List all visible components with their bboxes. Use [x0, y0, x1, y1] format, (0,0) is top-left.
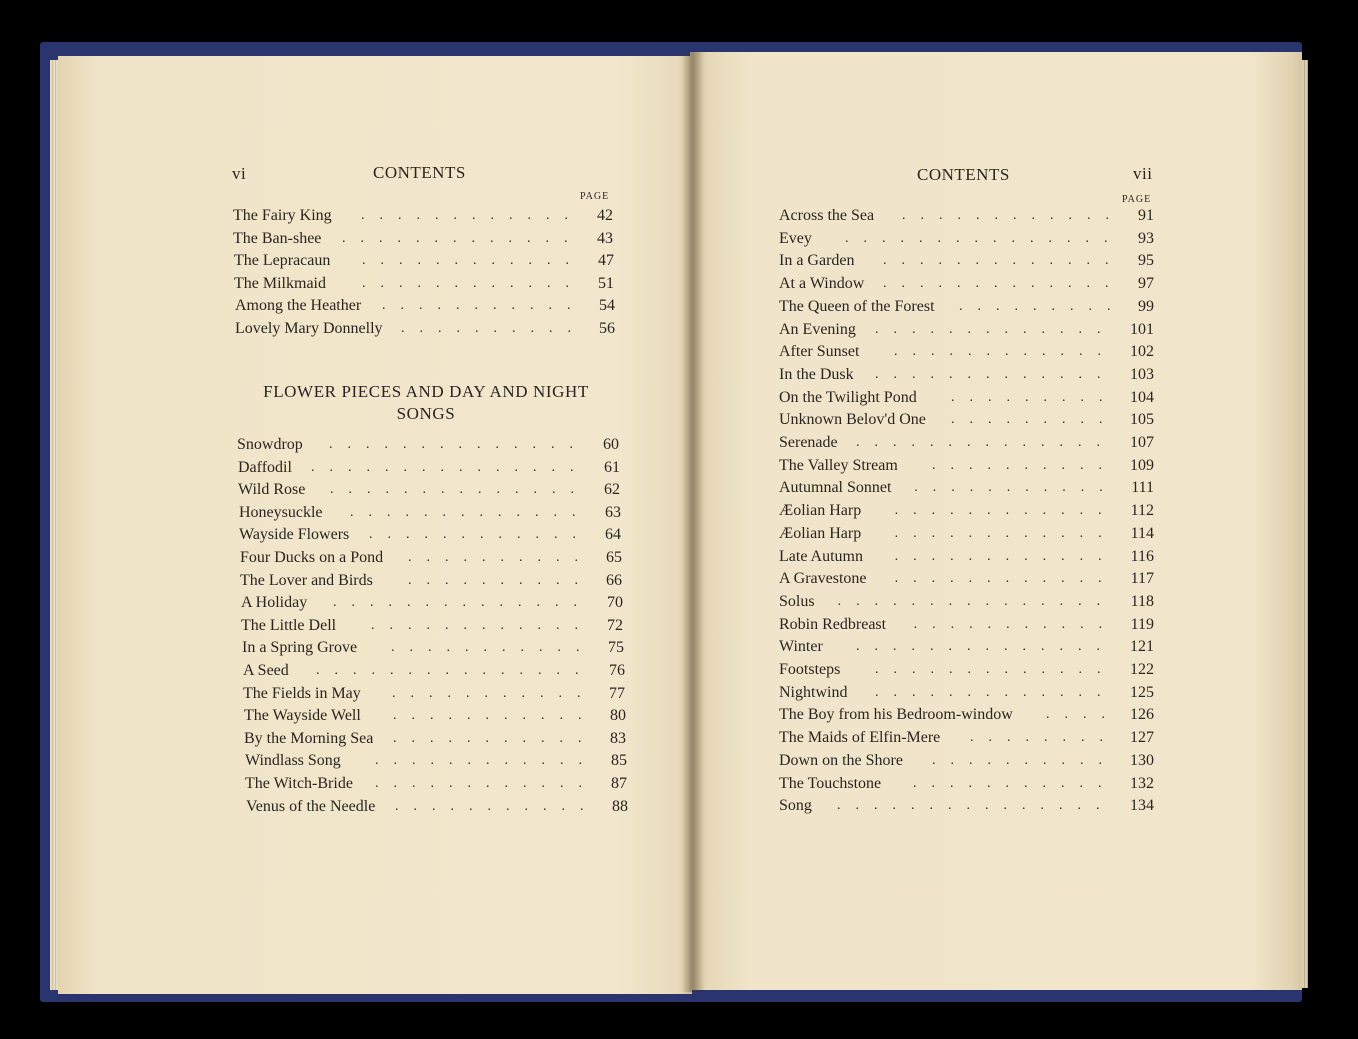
- entry-title: Unknown Belov'd One: [779, 411, 926, 429]
- entry-page-number: 107: [1130, 434, 1154, 451]
- leader-dots: ............: [894, 525, 1117, 541]
- toc-entry: [779, 364, 1154, 386]
- entry-page-number: 134: [1130, 797, 1154, 815]
- toc-entry: [241, 592, 623, 614]
- entry-page-number: 80: [610, 707, 626, 725]
- entry-title: A Holiday: [241, 594, 308, 612]
- leader-dots: ............: [894, 571, 1117, 587]
- leader-dots: ............: [362, 253, 584, 269]
- toc-entry: [779, 296, 1154, 318]
- entry-title: The Valley Stream: [779, 456, 898, 474]
- spine-gutter: [682, 52, 704, 992]
- leader-dots: .............: [883, 253, 1124, 269]
- leader-dots: ............: [375, 753, 597, 769]
- toc-entry: [779, 727, 1154, 749]
- entry-title: The Wayside Well: [244, 707, 361, 725]
- leader-dots: ...........: [913, 775, 1117, 791]
- entry-title: Venus of the Needle: [246, 797, 376, 815]
- leader-dots: ............: [375, 776, 597, 791]
- entry-title: Robin Redbreast: [779, 615, 887, 633]
- leader-dots: ...........: [392, 685, 596, 701]
- toc-entry: [244, 728, 626, 750]
- leader-dots: .............: [875, 321, 1116, 337]
- leader-dots: ...........: [395, 798, 599, 814]
- entry-title: A Gravestone: [779, 570, 867, 588]
- entry-title: Wild Rose: [238, 481, 306, 499]
- leader-dots: .............: [875, 662, 1116, 677]
- toc-entry: [234, 250, 614, 272]
- entry-page-number: 91: [1138, 207, 1154, 224]
- entry-title: Nightwind: [779, 683, 848, 701]
- leader-dots: ...........: [913, 616, 1118, 632]
- leader-dots: ............: [894, 344, 1116, 360]
- toc-entry: [779, 636, 1154, 658]
- toc-entry: [779, 455, 1154, 477]
- entry-title: Æolian Harp: [779, 524, 862, 542]
- leader-dots: ..............: [333, 595, 592, 611]
- entry-page-number: 76: [609, 662, 625, 679]
- entry-page-number: 103: [1130, 365, 1154, 383]
- leader-dots: ...............: [311, 459, 589, 475]
- entry-title: In the Dusk: [779, 365, 854, 383]
- entry-title: Lovely Mary Donnelly: [235, 320, 383, 337]
- leader-dots: ............: [369, 527, 591, 543]
- entry-page-number: 102: [1130, 343, 1154, 361]
- entry-title: The Milkmaid: [234, 274, 326, 292]
- toc-entry: [779, 250, 1154, 272]
- toc-entry: [779, 682, 1154, 704]
- entry-title: Among the Heather: [235, 297, 362, 315]
- toc-entry: [233, 228, 613, 250]
- leader-dots: ...........: [393, 730, 597, 746]
- entry-title: Solus: [779, 592, 815, 610]
- entry-page-number: 43: [597, 229, 613, 247]
- entry-title: Winter: [779, 638, 823, 656]
- entry-page-number: 122: [1130, 661, 1154, 678]
- entry-title: Footsteps: [779, 661, 841, 678]
- entry-title: An Evening: [779, 320, 856, 338]
- entry-title: Daffodil: [238, 458, 292, 476]
- entry-page-number: 72: [607, 616, 623, 634]
- entry-page-number: 75: [608, 639, 624, 657]
- entry-page-number: 56: [599, 320, 615, 337]
- entry-title: The Ban-shee: [233, 229, 322, 247]
- entry-page-number: 62: [604, 481, 620, 499]
- toc-entry: [779, 432, 1154, 454]
- toc-entry: [779, 659, 1154, 681]
- leader-dots: .............: [342, 230, 583, 246]
- entry-page-number: 125: [1130, 683, 1154, 701]
- entry-title: The Lover and Birds: [240, 571, 373, 589]
- toc-entry: [238, 479, 620, 501]
- entry-page-number: 64: [605, 526, 621, 544]
- entry-title: In a Spring Grove: [242, 639, 358, 657]
- entry-page-number: 70: [607, 594, 623, 612]
- entry-page-number: 111: [1131, 479, 1154, 497]
- entry-title: Serenade: [779, 434, 838, 451]
- toc-entry: [779, 704, 1154, 726]
- toc-entry: [246, 796, 628, 818]
- entry-page-number: 63: [605, 503, 621, 521]
- left-folio: vi: [232, 164, 247, 183]
- entry-page-number: 109: [1130, 456, 1154, 474]
- toc-entry: [245, 750, 627, 772]
- entry-page-number: 54: [599, 297, 615, 315]
- entry-page-number: 99: [1138, 297, 1154, 315]
- entry-title: On the Twilight Pond: [779, 388, 917, 406]
- toc-entry: [779, 500, 1154, 522]
- entry-page-number: 51: [598, 274, 614, 292]
- leader-dots: ........: [970, 730, 1118, 746]
- leader-dots: ..........: [401, 321, 586, 336]
- toc-entry: [779, 273, 1154, 295]
- leader-dots: ............: [894, 548, 1117, 564]
- entry-page-number: 95: [1138, 252, 1154, 270]
- leader-dots: ...............: [316, 663, 594, 678]
- entry-title: The Touchstone: [779, 774, 882, 792]
- entry-title: Down on the Shore: [779, 751, 903, 769]
- toc-entry: [779, 319, 1154, 341]
- entry-page-number: 66: [606, 571, 622, 589]
- entry-page-number: 118: [1130, 592, 1154, 610]
- toc-entry: [233, 205, 613, 227]
- section-title-line1: FLOWER PIECES AND DAY AND NIGHT: [263, 382, 589, 401]
- leader-dots: ...........: [391, 640, 595, 656]
- leader-dots: .............: [875, 684, 1116, 700]
- toc-entry: [779, 750, 1154, 772]
- toc-entry: [239, 524, 621, 546]
- toc-entry: [243, 660, 625, 682]
- entry-page-number: 83: [610, 729, 626, 747]
- entry-title: The Boy from his Bedroom-window: [779, 706, 1013, 724]
- leader-dots: ............: [371, 617, 593, 633]
- entry-title: Autumnal Sonnet: [779, 479, 892, 497]
- toc-entry: [779, 205, 1154, 227]
- leader-dots: ..............: [330, 482, 589, 498]
- entry-page-number: 117: [1130, 570, 1154, 588]
- entry-title: The Queen of the Forest: [779, 297, 935, 315]
- leader-dots: ..........: [408, 572, 593, 588]
- toc-entry: [779, 341, 1154, 363]
- toc-entry: [238, 457, 620, 479]
- leader-dots: ...............: [845, 230, 1123, 246]
- toc-entry: [779, 591, 1154, 613]
- entry-title: Late Autumn: [779, 547, 863, 565]
- leader-dots: ...........: [393, 708, 597, 724]
- leader-dots: ............: [902, 208, 1124, 223]
- entry-page-number: 60: [603, 436, 619, 453]
- right-folio: vii: [1133, 164, 1153, 183]
- toc-entry: [243, 683, 625, 705]
- leader-dots: ..............: [856, 639, 1115, 655]
- toc-entry: [779, 568, 1154, 590]
- entry-title: The Little Dell: [241, 616, 337, 634]
- entry-title: The Maids of Elfin-Mere: [779, 729, 941, 747]
- entry-title: Evey: [779, 229, 812, 247]
- entry-page-number: 121: [1130, 638, 1154, 656]
- toc-entry: [235, 318, 615, 340]
- entry-title: By the Morning Sea: [244, 729, 374, 747]
- leader-dots: .........: [951, 389, 1118, 405]
- entry-page-number: 65: [606, 549, 622, 566]
- entry-page-number: 85: [611, 752, 627, 770]
- left-page-label: PAGE: [580, 191, 610, 202]
- toc-entry: [779, 477, 1154, 499]
- entry-page-number: 116: [1130, 547, 1154, 565]
- leader-dots: ...........: [382, 298, 586, 314]
- toc-entry: [237, 434, 619, 456]
- leader-dots: .........: [959, 298, 1126, 314]
- entry-title: The Fairy King: [233, 207, 332, 224]
- toc-entry: [240, 547, 622, 569]
- toc-entry: [779, 773, 1154, 795]
- entry-title: Windlass Song: [245, 752, 341, 770]
- toc-entry: [779, 546, 1154, 568]
- leader-dots: ............: [362, 275, 584, 291]
- entry-title: Across the Sea: [779, 207, 875, 224]
- entry-title: Song: [779, 797, 812, 815]
- entry-page-number: 88: [612, 797, 628, 815]
- section-title-line2: SONGS: [396, 404, 456, 423]
- toc-entry: [240, 570, 622, 592]
- entry-title: Wayside Flowers: [239, 526, 350, 544]
- leader-dots: .............: [350, 504, 591, 520]
- toc-entry: [779, 409, 1154, 431]
- entry-title: The Fields in May: [243, 684, 361, 702]
- entry-page-number: 126: [1130, 706, 1154, 724]
- entry-title: After Sunset: [779, 343, 860, 361]
- leader-dots: ..............: [329, 437, 588, 452]
- leader-dots: .............: [883, 276, 1124, 292]
- entry-title: Four Ducks on a Pond: [240, 549, 384, 566]
- right-heading: CONTENTS: [917, 165, 1010, 184]
- leader-dots: ............: [361, 208, 583, 223]
- leader-dots: ..........: [932, 752, 1117, 768]
- entry-page-number: 42: [597, 207, 613, 224]
- leader-dots: ..............: [856, 435, 1115, 450]
- toc-entry: [234, 273, 614, 295]
- entry-page-number: 77: [609, 684, 625, 702]
- entry-page-number: 104: [1130, 388, 1154, 406]
- entry-title: A Seed: [243, 662, 289, 679]
- entry-page-number: 119: [1130, 615, 1154, 633]
- leader-dots: ...........: [914, 480, 1118, 496]
- leader-dots: ..........: [408, 550, 593, 565]
- leader-dots: ..........: [932, 457, 1117, 473]
- entry-page-number: 132: [1130, 774, 1154, 792]
- toc-entry: [245, 773, 627, 795]
- entry-title: At a Window: [779, 275, 865, 293]
- entry-page-number: 87: [611, 775, 627, 792]
- toc-entry: [239, 502, 621, 524]
- entry-page-number: 97: [1138, 275, 1154, 293]
- leader-dots: ...............: [837, 593, 1116, 609]
- entry-page-number: 93: [1138, 229, 1154, 247]
- toc-entry: [244, 705, 626, 727]
- right-page-label: PAGE: [1122, 194, 1152, 205]
- leader-dots: .........: [951, 412, 1118, 428]
- entry-page-number: 114: [1130, 524, 1154, 542]
- entry-title: The Witch-Bride: [245, 775, 353, 792]
- toc-entry: [242, 637, 624, 659]
- toc-entry: [779, 523, 1154, 545]
- entry-title: Honeysuckle: [239, 503, 323, 521]
- toc-entry: [779, 795, 1154, 817]
- toc-entry: [779, 614, 1154, 636]
- entry-title: In a Garden: [779, 252, 855, 270]
- leader-dots: ....: [1046, 707, 1120, 723]
- toc-entry: [235, 295, 615, 317]
- left-heading: CONTENTS: [373, 163, 466, 182]
- entry-title: Snowdrop: [237, 436, 303, 453]
- entry-page-number: 105: [1130, 411, 1154, 429]
- entry-page-number: 127: [1130, 729, 1154, 747]
- toc-entry: [241, 615, 623, 637]
- entry-title: The Lepracaun: [234, 252, 331, 270]
- toc-entry: [779, 228, 1154, 250]
- entry-page-number: 101: [1130, 320, 1154, 338]
- entry-page-number: 130: [1130, 751, 1154, 769]
- toc-entry: [779, 387, 1154, 409]
- leader-dots: ............: [894, 503, 1117, 519]
- entry-title: Æolian Harp: [779, 502, 862, 520]
- entry-page-number: 112: [1130, 502, 1154, 520]
- leader-dots: ...............: [837, 798, 1115, 814]
- leader-dots: .............: [875, 366, 1116, 382]
- entry-page-number: 47: [598, 252, 614, 270]
- entry-page-number: 61: [604, 458, 620, 476]
